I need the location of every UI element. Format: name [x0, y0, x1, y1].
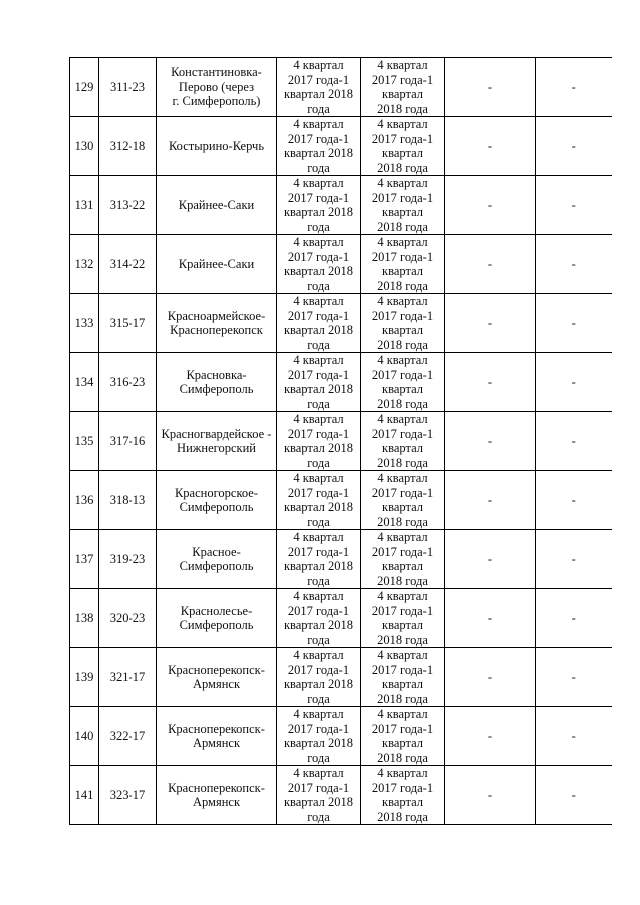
table-row — [70, 176, 612, 235]
empty-value-dash: - — [445, 353, 536, 412]
period-start: 4 квартал 2017 года-1 квартал 2018 года — [277, 412, 361, 471]
route-name: Красновка- Симферополь — [157, 353, 277, 412]
row-number: 136 — [70, 471, 99, 530]
period-start: 4 квартал 2017 года-1 квартал 2018 года — [277, 530, 361, 589]
row-number: 130 — [70, 117, 99, 176]
empty-value-dash: - — [445, 707, 536, 766]
route-name: Красногорское- Симферополь — [157, 471, 277, 530]
empty-value-dash: - — [445, 530, 536, 589]
row-number: 140 — [70, 707, 99, 766]
period-start: 4 квартал 2017 года-1 квартал 2018 года — [277, 589, 361, 648]
routes-table — [69, 57, 612, 825]
empty-value-dash: - — [445, 648, 536, 707]
empty-value-dash: - — [445, 176, 536, 235]
route-name: Красноперекопск- Армянск — [157, 648, 277, 707]
empty-value-dash: - — [445, 235, 536, 294]
period-end: 4 квартал 2017 года-1 квартал 2018 года — [361, 117, 445, 176]
period-start: 4 квартал 2017 года-1 квартал 2018 года — [277, 117, 361, 176]
period-start: 4 квартал 2017 года-1 квартал 2018 года — [277, 58, 361, 117]
table-row — [70, 707, 612, 766]
table-row — [70, 235, 612, 294]
route-name: Крайнее-Саки — [157, 176, 277, 235]
period-end: 4 квартал 2017 года-1 квартал 2018 года — [361, 766, 445, 825]
empty-value-dash: - — [445, 589, 536, 648]
table-row — [70, 294, 612, 353]
route-name: Костырино-Керчь — [157, 117, 277, 176]
empty-value-dash: - — [536, 412, 612, 471]
route-name: Красногвардейское - Нижнегорский — [157, 412, 277, 471]
route-code: 312-18 — [99, 117, 157, 176]
empty-value-dash: - — [445, 412, 536, 471]
empty-value-dash: - — [445, 471, 536, 530]
period-end: 4 квартал 2017 года-1 квартал 2018 года — [361, 530, 445, 589]
empty-value-dash: - — [536, 648, 612, 707]
empty-value-dash: - — [536, 589, 612, 648]
row-number: 129 — [70, 58, 99, 117]
route-code: 314-22 — [99, 235, 157, 294]
row-number: 139 — [70, 648, 99, 707]
table-row — [70, 58, 612, 117]
period-end: 4 квартал 2017 года-1 квартал 2018 года — [361, 648, 445, 707]
route-code: 318-13 — [99, 471, 157, 530]
row-number: 132 — [70, 235, 99, 294]
route-name: Красное- Симферополь — [157, 530, 277, 589]
route-name: Красноперекопск- Армянск — [157, 766, 277, 825]
period-start: 4 квартал 2017 года-1 квартал 2018 года — [277, 176, 361, 235]
table-row — [70, 117, 612, 176]
table-row — [70, 353, 612, 412]
route-code: 316-23 — [99, 353, 157, 412]
table-row — [70, 530, 612, 589]
empty-value-dash: - — [445, 294, 536, 353]
row-number: 141 — [70, 766, 99, 825]
row-number: 135 — [70, 412, 99, 471]
route-code: 323-17 — [99, 766, 157, 825]
period-start: 4 квартал 2017 года-1 квартал 2018 года — [277, 766, 361, 825]
route-code: 319-23 — [99, 530, 157, 589]
empty-value-dash: - — [536, 471, 612, 530]
table-row — [70, 766, 612, 825]
empty-value-dash: - — [536, 766, 612, 825]
row-number: 137 — [70, 530, 99, 589]
route-code: 315-17 — [99, 294, 157, 353]
period-start: 4 квартал 2017 года-1 квартал 2018 года — [277, 235, 361, 294]
empty-value-dash: - — [536, 294, 612, 353]
period-start: 4 квартал 2017 года-1 квартал 2018 года — [277, 294, 361, 353]
row-number: 131 — [70, 176, 99, 235]
row-number: 134 — [70, 353, 99, 412]
route-name: Красноармейское- Красноперекопск — [157, 294, 277, 353]
period-start: 4 квартал 2017 года-1 квартал 2018 года — [277, 648, 361, 707]
period-start: 4 квартал 2017 года-1 квартал 2018 года — [277, 707, 361, 766]
period-end: 4 квартал 2017 года-1 квартал 2018 года — [361, 589, 445, 648]
period-end: 4 квартал 2017 года-1 квартал 2018 года — [361, 412, 445, 471]
empty-value-dash: - — [536, 530, 612, 589]
empty-value-dash: - — [445, 766, 536, 825]
empty-value-dash: - — [445, 117, 536, 176]
empty-value-dash: - — [445, 58, 536, 117]
route-code: 322-17 — [99, 707, 157, 766]
period-start: 4 квартал 2017 года-1 квартал 2018 года — [277, 353, 361, 412]
empty-value-dash: - — [536, 353, 612, 412]
period-start: 4 квартал 2017 года-1 квартал 2018 года — [277, 471, 361, 530]
period-end: 4 квартал 2017 года-1 квартал 2018 года — [361, 707, 445, 766]
empty-value-dash: - — [536, 117, 612, 176]
period-end: 4 квартал 2017 года-1 квартал 2018 года — [361, 235, 445, 294]
route-code: 320-23 — [99, 589, 157, 648]
period-end: 4 квартал 2017 года-1 квартал 2018 года — [361, 471, 445, 530]
period-end: 4 квартал 2017 года-1 квартал 2018 года — [361, 58, 445, 117]
route-code: 321-17 — [99, 648, 157, 707]
route-code: 311-23 — [99, 58, 157, 117]
empty-value-dash: - — [536, 235, 612, 294]
table-row — [70, 471, 612, 530]
routes-table-body — [70, 58, 612, 825]
table-row — [70, 589, 612, 648]
route-name: Крайнее-Саки — [157, 235, 277, 294]
row-number: 133 — [70, 294, 99, 353]
route-code: 317-16 — [99, 412, 157, 471]
period-end: 4 квартал 2017 года-1 квартал 2018 года — [361, 294, 445, 353]
table-row — [70, 412, 612, 471]
period-end: 4 квартал 2017 года-1 квартал 2018 года — [361, 353, 445, 412]
empty-value-dash: - — [536, 707, 612, 766]
empty-value-dash: - — [536, 58, 612, 117]
row-number: 138 — [70, 589, 99, 648]
table-row — [70, 648, 612, 707]
route-name: Константиновка- Перово (через г. Симферополь) — [157, 58, 277, 117]
route-code: 313-22 — [99, 176, 157, 235]
route-name: Краснолесье- Симферополь — [157, 589, 277, 648]
route-name: Красноперекопск- Армянск — [157, 707, 277, 766]
empty-value-dash: - — [536, 176, 612, 235]
period-end: 4 квартал 2017 года-1 квартал 2018 года — [361, 176, 445, 235]
